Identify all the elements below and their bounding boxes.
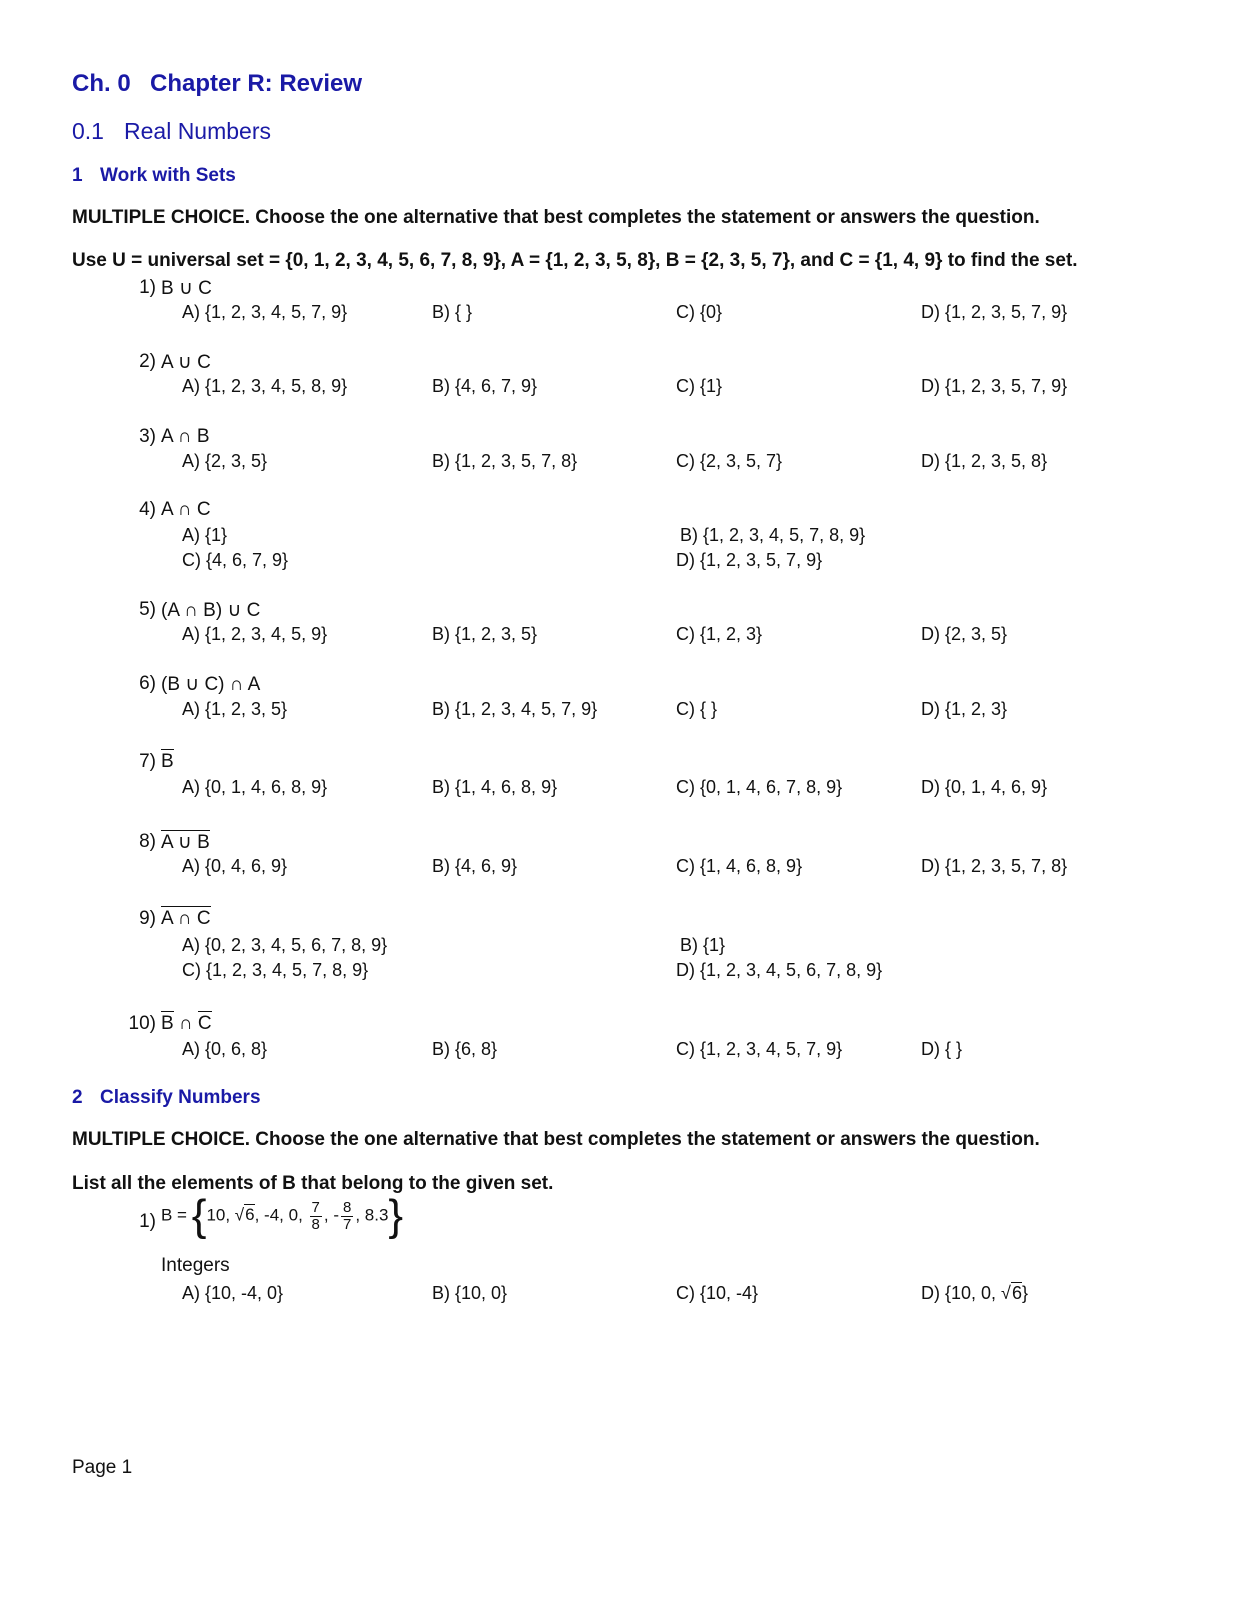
chapter-title: Chapter R: Review (150, 70, 363, 97)
question-number: 6) (139, 673, 156, 694)
option-d[interactable]: D) {0, 1, 4, 6, 9} (921, 777, 1048, 797)
fraction (310, 1200, 322, 1233)
option-b[interactable]: B) {1, 4, 6, 8, 9} (432, 777, 558, 797)
option-c[interactable]: C) {1} (676, 376, 723, 396)
option-b[interactable]: B) {1} (680, 935, 726, 955)
option-c[interactable]: C) {1, 2, 3, 4, 5, 7, 9} (676, 1039, 843, 1059)
instruction-text: MULTIPLE CHOICE. Choose the one alternative that best completes the statement or answers the question. (72, 1129, 1040, 1150)
section-heading (72, 118, 271, 145)
option-c[interactable]: C) { } (676, 699, 718, 719)
option-d[interactable]: D) {1, 2, 3, 5, 7, 9} (676, 550, 823, 570)
option-b[interactable]: B) {1, 2, 3, 5, 7, 8} (432, 451, 578, 471)
section-number: 0.1 (72, 118, 104, 144)
option-c[interactable]: C) {2, 3, 5, 7} (676, 451, 783, 471)
option-a[interactable]: A) {0, 4, 6, 9} (182, 856, 288, 876)
option-d-suffix: } (1021, 1283, 1028, 1303)
objective-number: 2 (72, 1087, 83, 1108)
option-d[interactable]: D) {2, 3, 5} (921, 624, 1008, 644)
option-b[interactable]: B) {1, 2, 3, 4, 5, 7, 8, 9} (680, 525, 866, 545)
sqrt-icon: √ (234, 1205, 245, 1225)
question-expression: A ∩ C (161, 499, 211, 520)
option-d[interactable]: D) {1, 2, 3, 5, 7, 9} (921, 302, 1068, 322)
question-expression: (B ∪ C) ∩ A (161, 674, 261, 695)
objective-number: 1 (72, 165, 83, 186)
option-c[interactable]: C) {0, 1, 4, 6, 7, 8, 9} (676, 777, 843, 797)
option-a[interactable]: A) {0, 6, 8} (182, 1039, 268, 1059)
option-b[interactable]: B) {10, 0} (432, 1283, 508, 1303)
option-c[interactable]: C) {4, 6, 7, 9} (182, 550, 289, 570)
question-expression: B ∪ C (161, 278, 212, 299)
option-b[interactable]: B) {4, 6, 7, 9} (432, 376, 538, 396)
sqrt-radicand: 6 (1011, 1283, 1022, 1303)
option-c[interactable]: C) {10, -4} (676, 1283, 759, 1303)
option-a[interactable]: A) {1} (182, 525, 228, 545)
sqrt-radicand: 6 (245, 1205, 255, 1225)
set-element: , -4, 0, (254, 1205, 308, 1225)
directions-text: List all the elements of B that belong to the given set. (72, 1173, 554, 1194)
numerator: 8 (342, 1198, 352, 1216)
option-a[interactable]: A) {10, -4, 0} (182, 1283, 284, 1303)
intersect-operator: ∩ (173, 1013, 198, 1034)
instruction-text: MULTIPLE CHOICE. Choose the one alternative that best completes the statement or answers the question. (72, 207, 1040, 228)
complement-a-intersect-c: A ∩ C (161, 908, 211, 929)
question-expression (161, 751, 174, 773)
chapter-number: Ch. 0 (72, 70, 131, 97)
option-d[interactable]: D) {1, 2, 3, 5, 7, 8} (921, 856, 1068, 876)
complement-c: C (197, 1013, 212, 1034)
option-a[interactable]: A) {1, 2, 3, 5} (182, 699, 288, 719)
option-c[interactable]: C) {1, 2, 3, 4, 5, 7, 8, 9} (182, 960, 369, 980)
question-number: 1) (139, 277, 156, 298)
option-b[interactable]: B) {4, 6, 9} (432, 856, 518, 876)
set-element: , - (323, 1205, 339, 1225)
option-c[interactable]: C) {1, 2, 3} (676, 624, 763, 644)
objective-title: Classify Numbers (100, 1087, 261, 1108)
denominator: 7 (342, 1215, 352, 1233)
objective-title: Work with Sets (100, 165, 236, 186)
question-number: 7) (139, 751, 156, 772)
question-expression (161, 831, 210, 854)
set-element: , 8.3 (355, 1205, 389, 1225)
question-expression: A ∪ C (161, 352, 211, 373)
chapter-heading (72, 70, 362, 98)
option-d[interactable] (921, 1283, 1028, 1304)
option-a[interactable]: A) {0, 1, 4, 6, 8, 9} (182, 777, 328, 797)
option-a[interactable]: A) {0, 2, 3, 4, 5, 6, 7, 8, 9} (182, 935, 388, 955)
set-element: 10, (206, 1205, 235, 1225)
section-title: Real Numbers (124, 118, 271, 144)
denominator: 8 (311, 1215, 320, 1233)
option-b[interactable]: B) {6, 8} (432, 1039, 498, 1059)
question-expression: (A ∩ B) ∪ C (161, 600, 261, 621)
page-number: Page 1 (72, 1457, 133, 1478)
question-number: 10) (128, 1013, 156, 1034)
set-definition (161, 1191, 404, 1240)
set-label: Integers (161, 1255, 230, 1276)
right-brace-icon: } (388, 1191, 404, 1240)
option-a[interactable]: A) {2, 3, 5} (182, 451, 268, 471)
option-d[interactable]: D) {1, 2, 3} (921, 699, 1008, 719)
question-number: 8) (139, 831, 156, 852)
option-a[interactable]: A) {1, 2, 3, 4, 5, 7, 9} (182, 302, 348, 322)
option-d[interactable]: D) {1, 2, 3, 5, 8} (921, 451, 1048, 471)
complement-b: B (161, 751, 174, 772)
option-b[interactable]: B) { } (432, 302, 473, 322)
question-number: 4) (139, 499, 156, 520)
fraction (341, 1200, 353, 1233)
option-d[interactable]: D) { } (921, 1039, 963, 1059)
option-d-prefix: D) {10, 0, (921, 1283, 1002, 1303)
objective-heading-1 (72, 165, 236, 187)
question-expression (161, 908, 211, 930)
question-number: 9) (139, 908, 156, 929)
option-d[interactable]: D) {1, 2, 3, 5, 7, 9} (921, 376, 1068, 396)
option-a[interactable]: A) {1, 2, 3, 4, 5, 9} (182, 624, 328, 644)
option-b[interactable]: B) {1, 2, 3, 4, 5, 7, 9} (432, 699, 598, 719)
complement-b: B (161, 1013, 174, 1034)
set-prefix: B = (161, 1205, 187, 1225)
sqrt-icon: √ (1001, 1283, 1011, 1303)
left-brace-icon: { (191, 1191, 207, 1240)
question-expression: A ∩ B (161, 426, 210, 447)
question-expression (161, 1013, 212, 1035)
question-number: 2) (139, 351, 156, 372)
option-b[interactable]: B) {1, 2, 3, 5} (432, 624, 538, 644)
question-number: 5) (139, 599, 156, 620)
complement-a-union-b: A ∪ B (161, 832, 210, 853)
option-a[interactable]: A) {1, 2, 3, 4, 5, 8, 9} (182, 376, 348, 396)
directions-text: Use U = universal set = {0, 1, 2, 3, 4, 5, 6, 7, 8, 9}, A = {1, 2, 3, 5, 8}, B = {2, 3, 5, 7}, and C = {1, 4, 9} to find the set. (72, 250, 1078, 271)
option-c[interactable]: C) {1, 4, 6, 8, 9} (676, 856, 803, 876)
question-number: 3) (139, 426, 156, 447)
option-d[interactable]: D) {1, 2, 3, 4, 5, 6, 7, 8, 9} (676, 960, 883, 980)
numerator: 7 (311, 1198, 320, 1216)
option-c[interactable]: C) {0} (676, 302, 723, 322)
objective-heading-2 (72, 1087, 261, 1109)
question-number: 1) (139, 1211, 156, 1232)
